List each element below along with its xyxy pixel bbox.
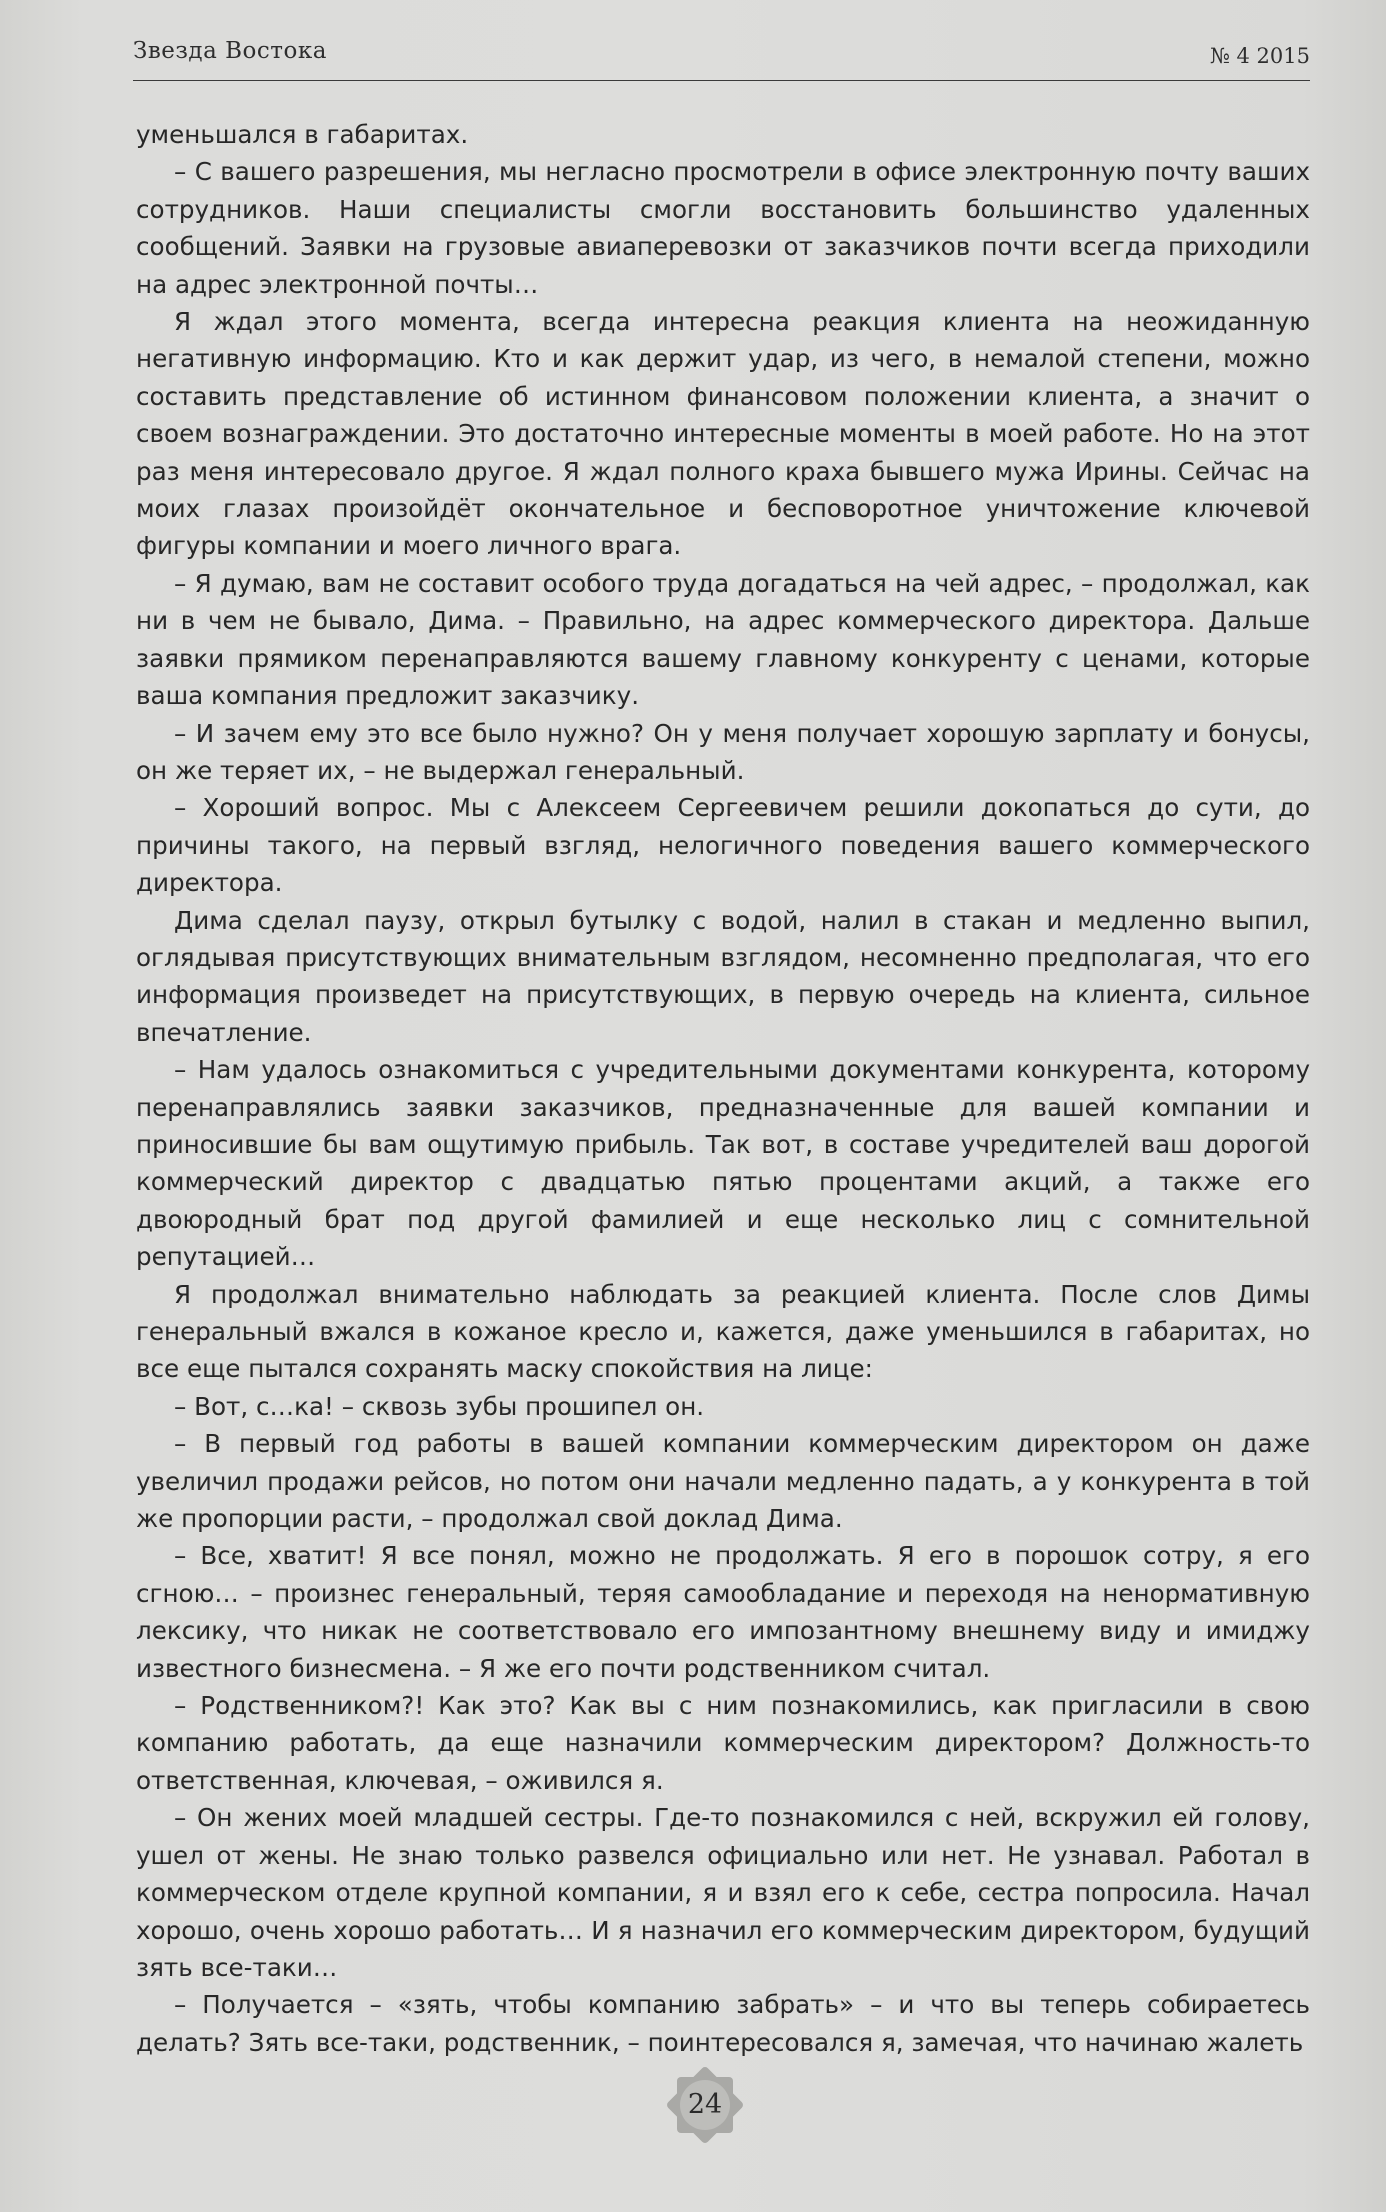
paragraph: – Получается – «зять, чтобы компанию забрать» – и что вы теперь собираетесь делать? Зять все-таки, родственник, – поинтересовался я, замечая, что начинаю жалеть (136, 1990, 1310, 2057)
paragraph: Дима сделал паузу, открыл бутылку с водой, налил в стакан и медленно выпил, оглядывая присутствующих внимательным взглядом, несомненно предполагая, что его информация произведет на присутствующих, в первую очередь на клиента, сильное впечатление. (136, 905, 1310, 1047)
paragraph: – Все, хватит! Я все понял, можно не продолжать. Я его в порошок сотру, я его сгною… – произнес генеральный, теряя самообладание и переходя на ненормативную лексику, что никак не соответствовало его импозантному внешнему виду и имиджу известного бизнесмена. – Я же его почти родственником считал. (136, 1541, 1310, 1683)
paragraph: – Вот, с…ка! – сквозь зубы прошипел он. (174, 1391, 705, 1421)
article-body (136, 116, 1310, 2061)
paragraph: – Нам удалось ознакомиться с учредительными документами конкурента, которому перенаправлялись заявки заказчиков, предназначенные для вашей компании и приносившие бы вам ощутимую прибыль. Так вот, в составе учредителей ваш дорогой коммерческий директор с двадцатью пятью процентами акций, а также его двоюродный брат под другой фамилией и еще несколько лиц с сомнительной репутацией… (136, 1055, 1310, 1272)
paragraph: – Родственником?! Как это? Как вы с ним познакомились, как пригласили в свою компанию работать, да еще назначили коммерческим директором? Должность-то ответственная, ключевая, – оживился я. (136, 1691, 1310, 1795)
magazine-title: Звезда Востока (133, 38, 327, 64)
paragraph: – Он жених моей младшей сестры. Где-то познакомился с ней, вскружил ей голову, ушел от жены. Не знаю только развелся официально или нет. Не узнавал. Работал в коммерческом отделе крупной компании, я и взял его к себе, сестра попросила. Начал хорошо, очень хорошо работать… И я назначил его коммерческим директором, будущий зять все-таки… (136, 1803, 1310, 1982)
paragraph: – С вашего разрешения, мы негласно просмотрели в офисе электронную почту ваших сотрудников. Наши специалисты смогли восстановить большинство удаленных сообщений. Заявки на грузовые авиаперевозки от заказчиков почти всегда приходили на адрес электронной почты… (136, 157, 1310, 299)
page-number: 24 (687, 2089, 723, 2120)
paragraph: Я продолжал внимательно наблюдать за реакцией клиента. После слов Димы генеральный вжался в кожаное кресло и, кажется, даже уменьшился в габаритах, но все еще пытался сохранять маску спокойствия на лице: (136, 1279, 1310, 1384)
paragraph: – В первый год работы в вашей компании коммерческим директором он даже увеличил продажи рейсов, но потом они начали медленно падать, а у конкурента в той же пропорции расти, – продолжал свой доклад Дима. (136, 1429, 1310, 1534)
page-number-badge (663, 2063, 747, 2147)
paragraph: – Хороший вопрос. Мы с Алексеем Сергеевичем решили докопаться до сути, до причины такого, на первый взгляд, нелогичного поведения вашего коммерческого директора. (136, 793, 1310, 898)
paragraph: – И зачем ему это все было нужно? Он у меня получает хорошую зарплату и бонусы, он же теряет их, – не выдержал генеральный. (136, 718, 1310, 785)
running-header (133, 36, 1310, 81)
paragraph: уменьшался в габаритах. (136, 120, 469, 149)
issue-number: № 4 2015 (1209, 44, 1310, 68)
paragraph: – Я думаю, вам не составит особого труда догадаться на чей адрес, – продолжал, как ни в чем не бывало, Дима. – Правильно, на адрес коммерческого директора. Дальше заявки прямиком перенаправляются вашему главному конкуренту с ценами, которые ваша компания предложит заказчику. (136, 568, 1310, 711)
paragraph: Я ждал этого момента, всегда интересна реакция клиента на неожиданную негативную информацию. Кто и как держит удар, из чего, в немалой степени, можно составить представление об истинном финансовом положении клиента, а значит о своем вознаграждении. Это достаточно интересные моменты в моей работе. Но на этот раз меня интересовало другое. Я ждал полного краха бывшего мужа Ирины. Сейчас на моих глазах произойдёт окончательное и бесповоротное уничтожение ключевой фигуры компании и моего личного врага. (136, 307, 1310, 561)
